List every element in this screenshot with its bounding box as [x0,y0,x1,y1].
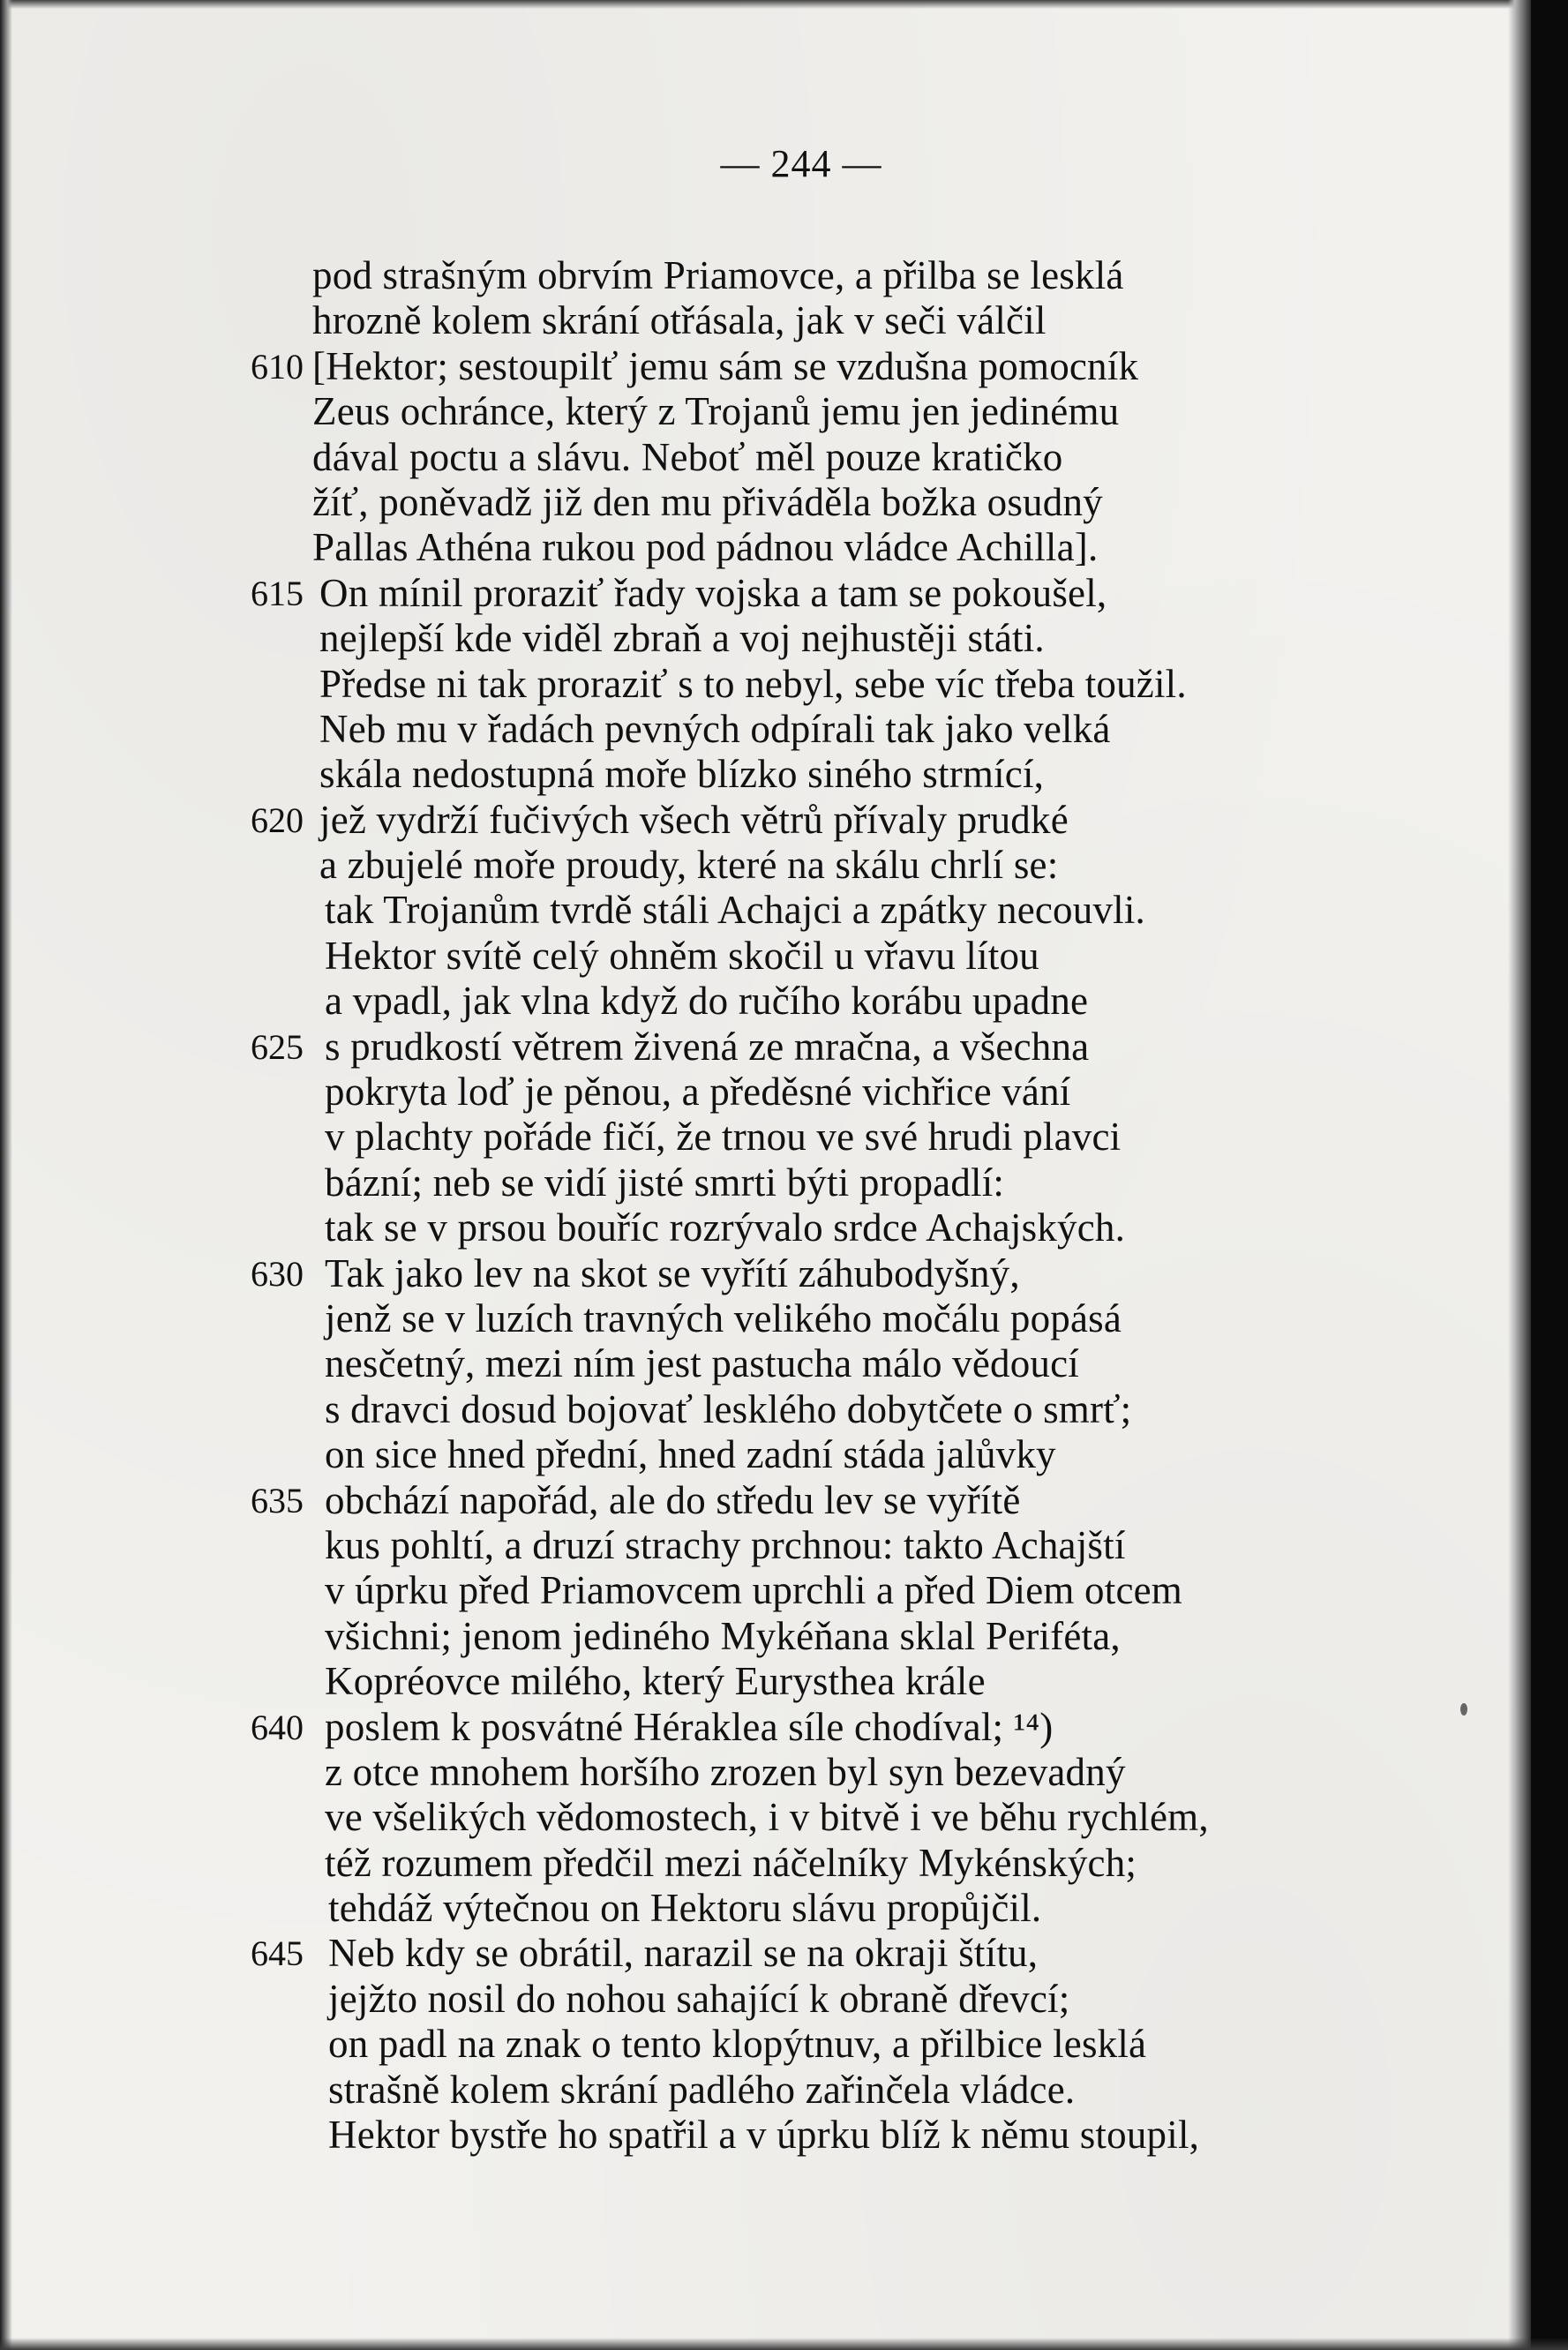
verse-line [0,1523,1500,1568]
verse-line [0,1750,1500,1795]
verse-text: Hektor bystře ho spatřil a v úprku blíž k němu stoupil, [328,2113,1200,2158]
verse-line [0,1115,1500,1160]
verse-text: skála nedostupná moře blízko siného strmící, [319,752,1045,797]
verse-line [0,1795,1500,1840]
verse-text: Neb kdy se obrátil, narazil se na okraji štítu, [328,1931,1039,1976]
verse-line [0,752,1500,797]
verse-line [0,1341,1500,1386]
verse-line [0,480,1500,525]
verse-line [0,1205,1500,1250]
verse-text: jež vydrží fučivých všech větrů přívaly prudké [319,797,1069,842]
verse-line [0,707,1500,752]
verse-line [0,843,1500,888]
line-number: 640 [251,1707,304,1747]
verse-text: Hektor svítě celý ohněm skočil u vřavu lítou [325,933,1039,978]
verse-text: a zbujelé moře proudy, které na skálu chrlí se: [319,843,1059,888]
verse-line [0,525,1500,570]
verse-text: s prudkostí větrem živená ze mračna, a všechna [325,1024,1090,1069]
verse-line [0,253,1500,298]
verse-text: z otce mnohem horšího zrozen byl syn bezevadný [325,1749,1126,1794]
verse-line [0,798,1500,843]
verse-line [0,1886,1500,1931]
verse-line [0,1568,1500,1613]
line-number: 610 [251,346,304,387]
page-top-shadow [0,0,1568,9]
verse-line [0,1432,1500,1477]
verse-line [0,1070,1500,1115]
verse-text: dával poctu a slávu. Neboť měl pouze kratičko [312,434,1063,479]
verse-line [0,1160,1500,1205]
verse-line [0,1296,1500,1341]
verse-text: obchází napořád, ale do středu lev se vyřítě [325,1477,1021,1522]
verse-line [0,2068,1500,2113]
verse-text: Tak jako lev na skot se vyřítí záhubodyšný, [325,1250,1020,1295]
line-number: 645 [251,1933,304,1974]
verse-text: bázní; neb se vidí jisté smrti býti propadlí: [325,1160,1005,1205]
verse-text: s dravci dosud bojovať lesklého dobytčete o smrť; [325,1386,1132,1431]
verse-line [0,2022,1500,2067]
line-number: 630 [251,1253,304,1294]
verse-text: tak se v prsou bouříc rozrývalo srdce Achajských. [325,1205,1126,1250]
verse-line [0,934,1500,979]
page-right-shadow [1508,0,1531,2350]
verse-text: Zeus ochránce, který z Trojanů jemu jen jedinému [312,389,1120,434]
verse-line [0,298,1500,343]
verse-text: poslem k posvátné Héraklea síle chodíval; ¹⁴) [325,1704,1054,1749]
verse-text: nejlepší kde viděl zbraň a voj nejhustěji státi. [319,616,1045,661]
verse-line [0,616,1500,661]
verse-text: jenž se v luzích travných velikého močálu popásá [325,1295,1122,1340]
verse-text: pod strašným obrvím Priamovce, a přilba se lesklá [312,253,1124,297]
line-number: 635 [251,1480,304,1520]
verse-line [0,979,1500,1024]
verse-text: hrozně kolem skrání otřásala, jak v seči válčil [312,298,1047,343]
verse-text: Předse ni tak proraziť s to nebyl, sebe víc třeba toužil. [319,661,1187,706]
poem-text [0,253,1500,2158]
verse-line [0,571,1500,616]
verse-text: Kopréovce milého, který Eurysthea krále [325,1659,986,1704]
verse-line [0,1478,1500,1523]
verse-text: žíť, poněvadž již den mu přiváděla božka osudný [312,479,1103,524]
verse-text: v plachty pořáde fičí, že trnou ve své hrudi plavci [325,1115,1122,1160]
verse-text: [Hektor; sestoupilť jemu sám se vzdušna pomocník [312,343,1139,388]
line-number: 620 [251,800,304,840]
verse-text: ve všelikých vědomostech, i v bitvě i ve běhu rychlém, [325,1795,1209,1840]
verse-line [0,1614,1500,1659]
verse-text: Pallas Athéna rukou pod pádnou vládce Achilla]. [312,525,1099,570]
verse-text: nesčetný, mezi ním jest pastucha málo vědoucí [325,1341,1079,1386]
verse-line [0,1025,1500,1070]
verse-line [0,2113,1500,2158]
verse-line [0,435,1500,480]
verse-line [0,888,1500,933]
verse-line [0,344,1500,389]
scan-border [1531,0,1568,2350]
verse-text: strašně kolem skrání padlého zařinčela vládce. [328,2067,1076,2112]
verse-text: též rozumem předčil mezi náčelníky Mykénských; [325,1840,1137,1885]
verse-text: tehdáž výtečnou on Hektoru slávu propůjčil. [328,1886,1042,1931]
verse-text: a vpadl, jak vlna když do ručího korábu upadne [325,979,1089,1024]
verse-text: tak Trojanům tvrdě stáli Achajci a zpátky necouvli. [325,888,1145,933]
page-number: — 244 — [720,142,882,185]
verse-text: kus pohltí, a druzí strachy prchnou: takto Achajští [325,1522,1126,1567]
verse-line [0,1931,1500,1976]
line-number: 625 [251,1026,304,1067]
verse-text: jejžto nosil do nohou sahající k obraně dřevcí; [328,1976,1070,2021]
verse-line [0,1841,1500,1886]
line-number: 615 [251,573,304,613]
verse-line [0,1387,1500,1432]
verse-line [0,1705,1500,1750]
verse-line [0,1659,1500,1704]
verse-text: v úprku před Priamovcem uprchli a před Diem otcem [325,1568,1183,1613]
verse-line [0,389,1500,434]
verse-text: všichni; jenom jediného Mykéňana sklal Periféta, [325,1613,1121,1658]
verse-line [0,1251,1500,1296]
verse-text: on padl na znak o tento klopýtnuv, a přilbice lesklá [328,2022,1147,2067]
verse-line [0,662,1500,707]
verse-text: On mínil proraziť řady vojska a tam se pokoušel, [319,570,1107,615]
verse-text: on sice hned přední, hned zadní stáda jalůvky [325,1432,1056,1477]
verse-text: Neb mu v řadách pevných odpírali tak jako velká [319,706,1111,751]
verse-text: pokryta loď je pěnou, a předěsné vichřice vání [325,1070,1071,1115]
verse-line [0,1977,1500,2022]
page-bottom-shadow [0,2338,1568,2350]
